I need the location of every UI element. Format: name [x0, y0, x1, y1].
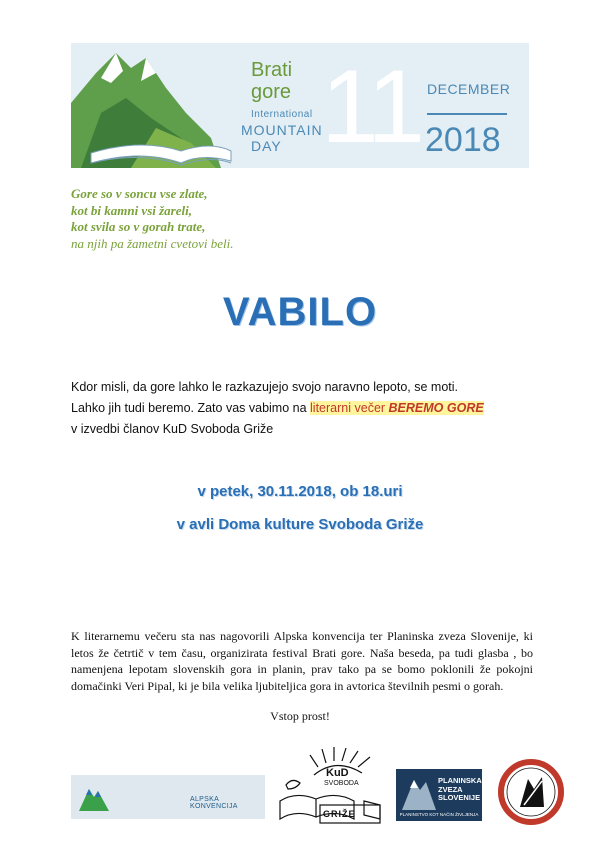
- event-date-time: v petek, 30.11.2018, ob 18.uri: [197, 483, 403, 500]
- banner-year: 2018: [425, 121, 501, 159]
- event-name: BEREMO GORE: [388, 401, 484, 415]
- intro-line1: Kdor misli, da gore lahko le razkazujejo svojo naravno lepoto, se moti.: [71, 380, 459, 394]
- mountain-book-illustration: [71, 43, 241, 168]
- event-name-prefix: literarni večer: [310, 401, 389, 415]
- pzs-name-line1: PLANINSKA: [438, 776, 482, 785]
- banner-title-line1: Brati: [251, 59, 293, 81]
- circular-emblem-logo: [498, 759, 564, 825]
- banner-date-number: 11: [321, 49, 421, 165]
- intro-line3: v izvedbi članov KuD Svoboda Griže: [71, 422, 274, 436]
- event-location: v avli Doma kulture Svoboda Griže: [176, 516, 424, 533]
- banner-title-line2: gore: [251, 81, 292, 103]
- intro-line2: [71, 398, 484, 419]
- poem: [71, 186, 233, 252]
- kud-svoboda-grize-logo: [276, 745, 388, 830]
- invitation-title: VABILO: [222, 290, 378, 334]
- event-name-highlight: [310, 401, 484, 415]
- alpine-convention-label: ALPSKA KONVENCIJA: [190, 796, 238, 810]
- banner-divider: [427, 113, 507, 115]
- banner-mountain: MOUNTAIN: [241, 122, 323, 138]
- pzs-mountain-icon: [398, 772, 438, 812]
- pzs-name-line2: ZVEZA: [438, 784, 463, 794]
- banner-day: DAY: [251, 138, 282, 154]
- kud-place: GRIŽE: [323, 809, 356, 819]
- planinska-zveza-logo: [396, 769, 482, 821]
- alpine-convention-mark-icon: [77, 781, 111, 813]
- kud-svoboda: SVOBODA: [324, 780, 359, 787]
- intro-text: [71, 377, 484, 440]
- banner-month: DECEMBER: [427, 81, 511, 97]
- brati-gore-banner: [71, 43, 529, 168]
- poem-line: kot bi kamni vsi žareli,: [71, 202, 192, 218]
- poem-line: kot svila so v gorah trate,: [71, 219, 206, 234]
- kud-name: KuD: [326, 767, 349, 779]
- intro-line2-prefix: Lahko jih tudi beremo. Zato vas vabimo na: [71, 401, 311, 415]
- banner-international: International: [251, 109, 313, 120]
- circular-emblem-icon: [498, 759, 564, 825]
- pzs-name: [438, 777, 482, 803]
- description-paragraph: K literarnemu večeru sta nas nagovorili Alpska konvencija ter Planinska zveza Slovenije, ki letos že četrtič v tem času, organizirata festival Brati gore. Naša beseda, pa tudi glasba , bo namenjena lepotam slovenskih gora in planin, prav tako pa se bomo poklonili že pokojni domačinki Veri Pipal, ki je bila velika ljubiteljica gora in avtorica številnih pesmi o gorah.: [71, 629, 533, 693]
- free-entry-note: Vstop prost!: [270, 709, 330, 723]
- pzs-tagline: PLANINSTVO KOT NAČIN ŽIVLJENJA: [399, 812, 479, 817]
- alpine-convention-logo: [71, 775, 265, 819]
- pzs-name-line3: SLOVENIJE: [438, 793, 481, 802]
- banner-title: [251, 59, 292, 103]
- poem-line: Gore so v soncu vse zlate,: [71, 186, 208, 201]
- poem-line: na njih pa žametni cvetovi beli.: [71, 235, 234, 251]
